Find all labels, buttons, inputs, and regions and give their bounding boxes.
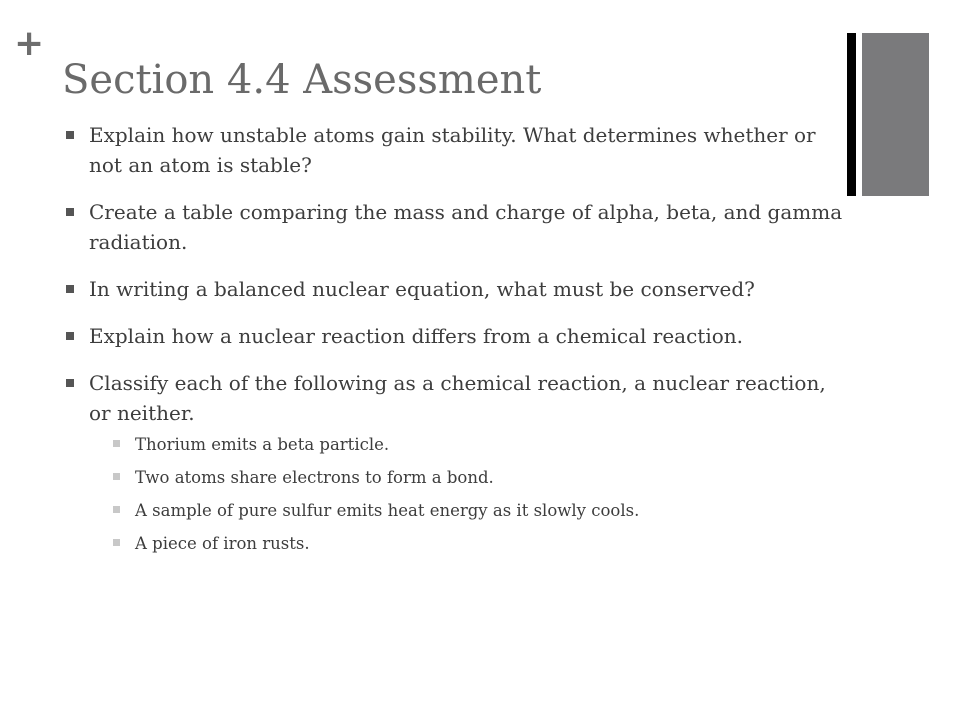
accent-bar-gray [862, 33, 929, 196]
square-bullet-icon [113, 440, 120, 447]
sub-list-item [89, 498, 844, 524]
sub-list-item [89, 531, 844, 557]
sub-list-item [89, 432, 844, 458]
square-bullet-icon [113, 539, 120, 546]
list-item [64, 120, 844, 180]
list-item-text: In writing a balanced nuclear equation, what must be conserved? [89, 277, 755, 301]
list-item [64, 197, 844, 257]
accent-bar-black [847, 33, 856, 196]
list-item-text: Create a table comparing the mass and charge of alpha, beta, and gamma radiation. [89, 200, 843, 254]
square-bullet-icon [66, 131, 74, 139]
sub-list-item-text: Two atoms share electrons to form a bond. [135, 468, 494, 487]
sub-list-item-text: A sample of pure sulfur emits heat energy as it slowly cools. [135, 501, 640, 520]
square-bullet-icon [113, 506, 120, 513]
square-bullet-icon [113, 473, 120, 480]
list-item [64, 321, 844, 351]
sub-bullet-list [89, 432, 844, 557]
list-item [64, 274, 844, 304]
square-bullet-icon [66, 208, 74, 216]
square-bullet-icon [66, 379, 74, 387]
sub-list-item [89, 465, 844, 491]
sub-list-item-text: A piece of iron rusts. [135, 534, 310, 553]
bullet-list [64, 120, 844, 574]
list-item-text: Explain how a nuclear reaction differs from a chemical reaction. [89, 324, 744, 348]
square-bullet-icon [66, 285, 74, 293]
square-bullet-icon [66, 332, 74, 340]
list-item [64, 368, 844, 557]
list-item-text: Classify each of the following as a chemical reaction, a nuclear reaction, or neither. [89, 371, 826, 425]
sub-list-item-text: Thorium emits a beta particle. [135, 435, 390, 454]
list-item-text: Explain how unstable atoms gain stability. What determines whether or not an atom is stable? [89, 123, 816, 177]
slide-title: Section 4.4 Assessment [62, 57, 542, 103]
plus-icon: + [14, 23, 45, 64]
